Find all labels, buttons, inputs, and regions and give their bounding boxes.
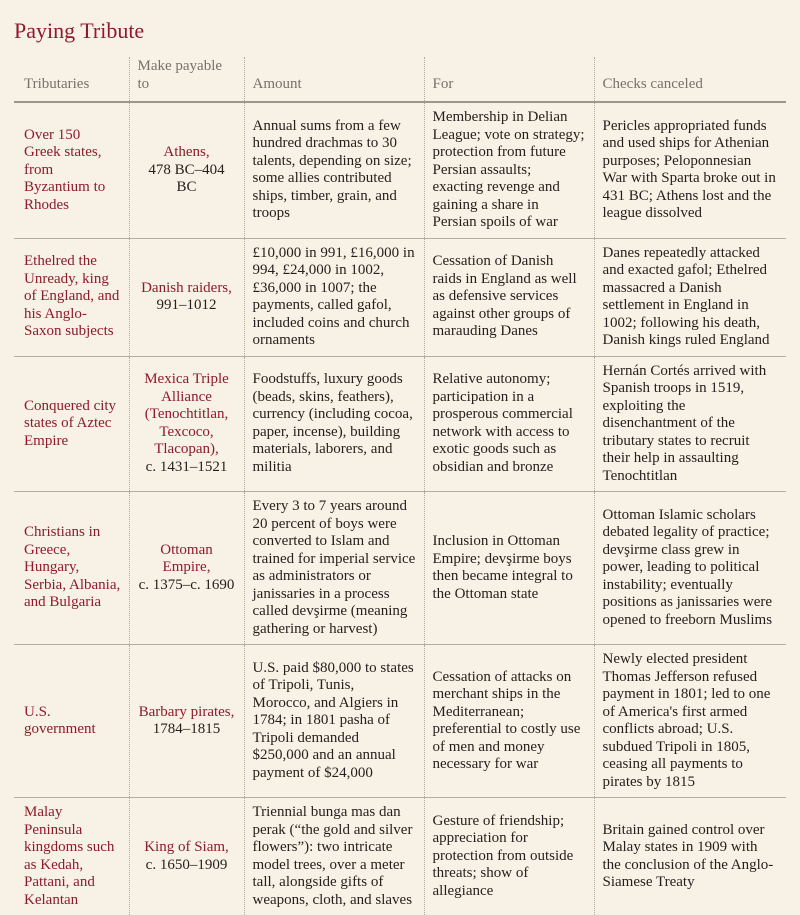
payee-name: Danish raiders, xyxy=(138,280,236,298)
for-cell: Inclusion in Ottoman Empire; devşirme boys then became integral to the Ottoman state xyxy=(424,492,594,645)
tributaries-cell: U.S. government xyxy=(14,645,129,798)
checks-cell: Ottoman Islamic scholars debated legality of practice; devşirme class grew in power, leading to political instability; eventually positions as janissaries were opened to freeborn Muslims xyxy=(594,492,786,645)
amount-cell: U.S. paid $80,000 to states of Tripoli, Tunis, Morocco, and Algiers in 1784; in 1801 pasha of Tripoli demanded $250,000 and an annual payment of $24,000 xyxy=(244,645,424,798)
header-for: For xyxy=(424,57,594,102)
table-row xyxy=(14,798,786,915)
table-row xyxy=(14,102,786,238)
tributaries-cell: Ethelred the Unready, king of England, and his Anglo-Saxon subjects xyxy=(14,238,129,356)
payee-dates: c. 1375–c. 1690 xyxy=(138,577,236,595)
tributaries-cell: Conquered city states of Aztec Empire xyxy=(14,356,129,492)
page-title: Paying Tribute xyxy=(14,18,144,44)
header-row xyxy=(14,57,786,102)
checks-cell: Hernán Cortés arrived with Spanish troops in 1519, exploiting the disenchantment of the tributary states to recruit their help in assaulting Tenochtitlan xyxy=(594,356,786,492)
payee-name: Barbary pirates, xyxy=(138,704,236,722)
tributaries-cell: Malay Peninsula kingdoms such as Kedah, Pattani, and Kelantan xyxy=(14,798,129,915)
payee-cell xyxy=(129,356,244,492)
payee-name: Ottoman Empire, xyxy=(138,542,236,577)
payee-name: Athens, xyxy=(138,144,236,162)
header-tributaries: Tributaries xyxy=(14,57,129,102)
payee-cell xyxy=(129,645,244,798)
checks-cell: Pericles appropriated funds and used ships for Athenian purposes; Peloponnesian War with Sparta broke out in 431 BC; Athens lost and the league dissolved xyxy=(594,102,786,238)
for-cell: Cessation of Danish raids in England as well as defensive services against other groups of marauding Danes xyxy=(424,238,594,356)
checks-cell: Newly elected president Thomas Jefferson refused payment in 1801; led to one of America's first armed conflicts abroad; U.S. subdued Tripoli in 1805, ceasing all payments to pirates by 1815 xyxy=(594,645,786,798)
payee-cell xyxy=(129,798,244,915)
payee-name: King of Siam, xyxy=(138,839,236,857)
for-cell: Membership in Delian League; vote on strategy; protection from future Persian assaults; exacting revenge and gaining a share in Persian spoils of war xyxy=(424,102,594,238)
payee-dates: 1784–1815 xyxy=(138,721,236,739)
payee-name: Mexica Triple Alliance (Tenochtitlan, Texcoco, Tlacopan), xyxy=(138,371,236,459)
table-row xyxy=(14,645,786,798)
checks-cell: Danes repeatedly attacked and exacted gafol; Ethelred massacred a Danish settlement in England in 1002; following his death, Danish kings ruled England xyxy=(594,238,786,356)
table-row xyxy=(14,238,786,356)
amount-cell: Every 3 to 7 years around 20 percent of boys were converted to Islam and trained for imperial service as administrators or janissaries in a process called devşirme (meaning gathering or harvest) xyxy=(244,492,424,645)
tributaries-cell: Over 150 Greek states, from Byzantium to Rhodes xyxy=(14,102,129,238)
payee-dates: c. 1431–1521 xyxy=(138,459,236,477)
amount-cell: Triennial bunga mas dan perak (“the gold and silver flowers”): two intricate model trees, over a meter tall, alongside gifts of weapons, cloth, and slaves xyxy=(244,798,424,915)
amount-cell: Foodstuffs, luxury goods (beads, skins, feathers), currency (including cocoa, paper, incense), building materials, laborers, and militia xyxy=(244,356,424,492)
payee-dates: 478 BC–404 BC xyxy=(138,162,236,197)
header-payee: Make payable to xyxy=(129,57,244,102)
table-body xyxy=(14,102,786,915)
for-cell: Relative autonomy; participation in a prosperous commercial network with access to exotic goods such as obsidian and bronze xyxy=(424,356,594,492)
for-cell: Gesture of friendship; appreciation for protection from outside threats; show of allegiance xyxy=(424,798,594,915)
payee-cell xyxy=(129,238,244,356)
tribute-table xyxy=(14,57,786,915)
payee-dates: 991–1012 xyxy=(138,297,236,315)
amount-cell: £10,000 in 991, £16,000 in 994, £24,000 in 1002, £36,000 in 1007; the payments, called gafol, included coins and church ornaments xyxy=(244,238,424,356)
header-checks: Checks canceled xyxy=(594,57,786,102)
header-amount: Amount xyxy=(244,57,424,102)
amount-cell: Annual sums from a few hundred drachmas to 30 talents, depending on size; some allies contributed ships, timber, grain, and troops xyxy=(244,102,424,238)
for-cell: Cessation of attacks on merchant ships in the Mediterranean; preferential to costly use of men and money necessary for war xyxy=(424,645,594,798)
tributaries-cell: Christians in Greece, Hungary, Serbia, Albania, and Bulgaria xyxy=(14,492,129,645)
payee-dates: c. 1650–1909 xyxy=(138,857,236,875)
table-row xyxy=(14,492,786,645)
table-row xyxy=(14,356,786,492)
payee-cell xyxy=(129,492,244,645)
payee-cell xyxy=(129,102,244,238)
checks-cell: Britain gained control over Malay states in 1909 with the conclusion of the Anglo-Siamese Treaty xyxy=(594,798,786,915)
